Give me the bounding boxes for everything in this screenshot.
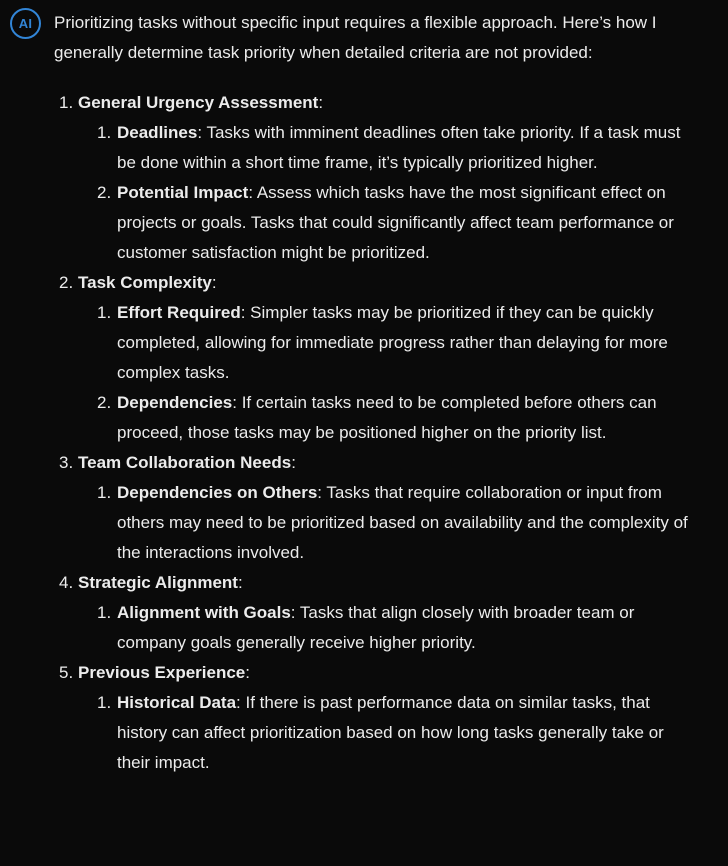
list-item (59, 568, 696, 658)
sub-list-item (97, 118, 696, 178)
ai-avatar-label: AI (18, 16, 33, 31)
sub-item-term: Dependencies on Others (117, 483, 318, 502)
ai-avatar-icon (10, 8, 41, 39)
list-item-number: 2. (59, 273, 74, 292)
sub-item-text: : If there is past performance data on similar tasks, that history can affect prioritization based on how long tasks generally take or their impact. (117, 693, 664, 772)
list-item-heading: General Urgency Assessment: (78, 93, 324, 112)
list-item-title: Task Complexity (78, 273, 212, 292)
sub-item-text: : If certain tasks need to be completed before others can proceed, those tasks may be positioned higher on the priority list. (117, 393, 657, 442)
list-item-title: Team Collaboration Needs (78, 453, 292, 472)
sub-list-item (97, 298, 696, 388)
sub-list (97, 298, 696, 448)
list-item-heading: Task Complexity: (78, 273, 217, 292)
sub-item-term: Alignment with Goals (117, 603, 291, 622)
list-item (59, 268, 696, 448)
sub-item-term: Historical Data (117, 693, 237, 712)
message-content (54, 8, 696, 778)
sub-item-number: 1. (97, 483, 112, 502)
list-item (59, 88, 696, 268)
list-item-title: Previous Experience (78, 663, 246, 682)
list-item-number: 3. (59, 453, 74, 472)
list-item-number: 5. (59, 663, 74, 682)
sub-item-term: Potential Impact (117, 183, 249, 202)
sub-item-term: Dependencies (117, 393, 233, 412)
sub-item-text: : Tasks with imminent deadlines often take priority. If a task must be done within a short time frame, it’s typically prioritized higher. (117, 123, 681, 172)
list-item (59, 658, 696, 778)
sub-list (97, 118, 696, 268)
sub-item-text: : Tasks that align closely with broader team or company goals generally receive higher priority. (117, 603, 635, 652)
sub-list-item (97, 178, 696, 268)
sub-list-item (97, 388, 696, 448)
sub-item-term: Effort Required (117, 303, 241, 322)
sub-item-text: : Assess which tasks have the most significant effect on projects or goals. Tasks that could significantly affect team performance or customer satisfaction might be prioritized. (117, 183, 674, 262)
list-item-heading: Previous Experience: (78, 663, 250, 682)
sub-list (97, 598, 696, 658)
list-item (59, 448, 696, 568)
intro-paragraph: Prioritizing tasks without specific input requires a flexible approach. Here’s how I generally determine task priority when detailed criteria are not provided: (54, 13, 657, 62)
sub-list (97, 688, 696, 778)
priority-list (59, 88, 696, 778)
sub-item-number: 2. (97, 393, 112, 412)
sub-list-item (97, 478, 696, 568)
sub-item-number: 2. (97, 183, 112, 202)
sub-list-item (97, 598, 696, 658)
sub-item-text: : Tasks that require collaboration or input from others may need to be prioritized based on availability and the complexity of the interactions involved. (117, 483, 688, 562)
list-item-number: 4. (59, 573, 74, 592)
sub-item-term: Deadlines (117, 123, 198, 142)
sub-item-number: 1. (97, 603, 112, 622)
sub-list (97, 478, 696, 568)
list-item-heading: Strategic Alignment: (78, 573, 243, 592)
list-item-number: 1. (59, 93, 74, 112)
list-item-title: General Urgency Assessment (78, 93, 319, 112)
sub-item-number: 1. (97, 693, 112, 712)
sub-item-number: 1. (97, 303, 112, 322)
sub-list-item (97, 688, 696, 778)
list-item-title: Strategic Alignment (78, 573, 238, 592)
list-item-heading: Team Collaboration Needs: (78, 453, 296, 472)
sub-item-text: : Simpler tasks may be prioritized if they can be quickly completed, allowing for immediate progress rather than delaying for more complex tasks. (117, 303, 668, 382)
sub-item-number: 1. (97, 123, 112, 142)
